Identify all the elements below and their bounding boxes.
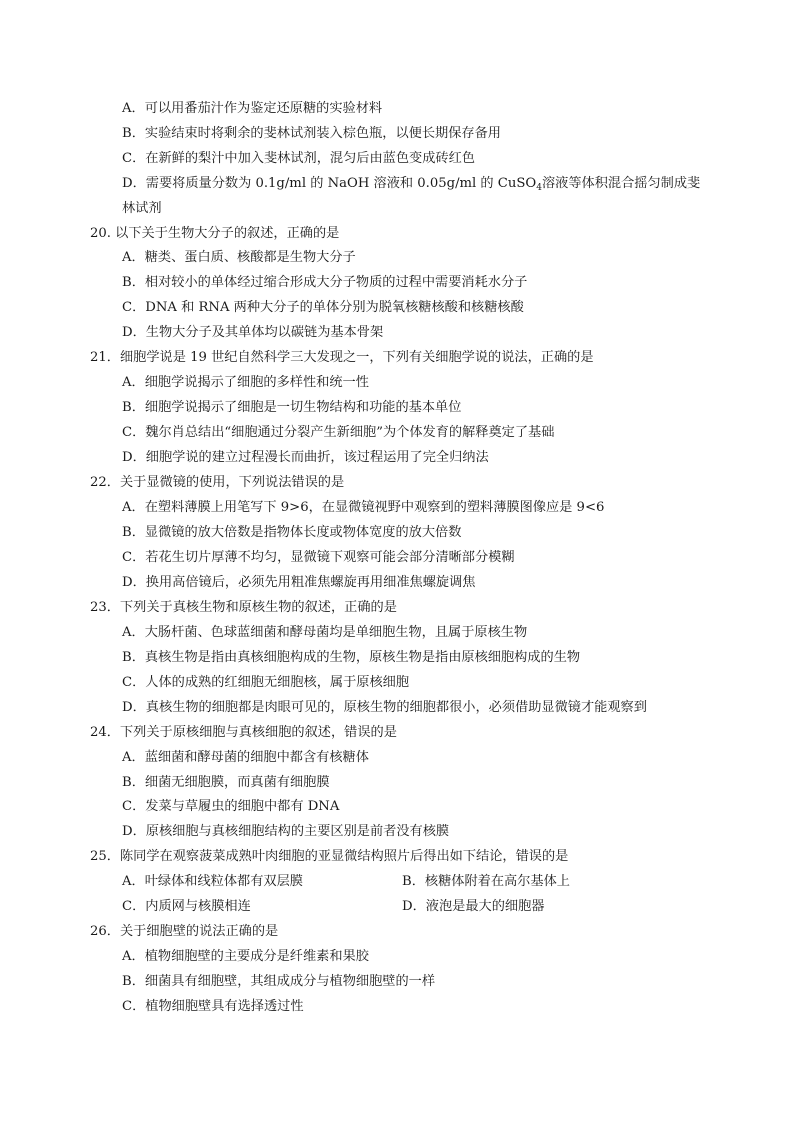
q25-option-d: D．液泡是最大的细胞器 bbox=[402, 899, 545, 914]
q26-option-b: B．细菌具有细胞壁，其组成成分与植物细胞壁的一样 bbox=[122, 974, 436, 989]
q22-option-a: A．在塑料薄膜上用笔写下 9>6，在显微镜视野中观察到的塑料薄膜图像应是 9<6 bbox=[122, 500, 605, 515]
q19-option-d-subscript: 4 bbox=[536, 183, 542, 193]
q21-option-b: B．细胞学说揭示了细胞是一切生物结构和功能的基本单位 bbox=[122, 400, 462, 415]
q23-option-c: C．人体的成熟的红细胞无细胞核，属于原核细胞 bbox=[122, 675, 410, 690]
q24-stem: 24．下列关于原核细胞与真核细胞的叙述，错误的是 bbox=[90, 725, 397, 740]
q22-option-c: C．若花生切片厚薄不均匀，显微镜下观察可能会部分清晰部分模糊 bbox=[122, 550, 515, 565]
q22-stem: 22．关于显微镜的使用，下列说法错误的是 bbox=[90, 475, 345, 490]
q20-option-d: D．生物大分子及其单体均以碳链为基本骨架 bbox=[122, 325, 384, 340]
q26-option-c: C．植物细胞壁具有选择透过性 bbox=[122, 999, 304, 1014]
q19-option-b: B．实验结束时将剩余的斐林试剂装入棕色瓶，以便长期保存备用 bbox=[122, 126, 501, 141]
q22-option-d: D．换用高倍镜后，必须先用粗准焦螺旋再用细准焦螺旋调焦 bbox=[122, 575, 476, 590]
q21-option-a: A．细胞学说揭示了细胞的多样性和统一性 bbox=[122, 375, 369, 390]
q25-stem: 25．陈同学在观察菠菜成熟叶肉细胞的亚显微结构照片后得出如下结论，错误的是 bbox=[90, 849, 569, 864]
q23-option-d: D．真核生物的细胞都是肉眼可见的，原核生物的细胞都很小，必须借助显微镜才能观察到 bbox=[122, 700, 647, 715]
q23-stem: 23．下列关于真核生物和原核生物的叙述，正确的是 bbox=[90, 600, 397, 615]
q21-option-c: C．魏尔肖总结出“细胞通过分裂产生新细胞”为个体发育的解释奠定了基础 bbox=[122, 425, 555, 440]
q20-option-b: B．相对较小的单体经过缩合形成大分子物质的过程中需要消耗水分子 bbox=[122, 275, 528, 290]
q21-stem: 21．细胞学说是 19 世纪自然科学三大发现之一，下列有关细胞学说的说法，正确的是 bbox=[90, 350, 594, 365]
q25-option-b: B．核糖体附着在高尔基体上 bbox=[402, 874, 570, 889]
q25-option-c: C．内质网与核膜相连 bbox=[122, 899, 251, 914]
q24-option-c: C．发菜与草履虫的细胞中都有 DNA bbox=[122, 799, 340, 814]
q19-option-d-continuation: 林试剂 bbox=[122, 201, 162, 216]
q20-option-a: A．糖类、蛋白质、核酸都是生物大分子 bbox=[122, 250, 356, 265]
q20-stem: 20. 以下关于生物大分子的叙述，正确的是 bbox=[90, 226, 340, 241]
q24-option-d: D．原核细胞与真核细胞结构的主要区别是前者没有核膜 bbox=[122, 824, 450, 839]
q26-option-a: A．植物细胞壁的主要成分是纤维素和果胶 bbox=[122, 949, 369, 964]
q19-option-d bbox=[122, 175, 700, 193]
q23-option-b: B．真核生物是指由真核细胞构成的生物，原核生物是指由原核细胞构成的生物 bbox=[122, 650, 581, 665]
q19-option-d-text: D．需要将质量分数为 0.1g/ml 的 NaOH 溶液和 0.05g/ml 的 CuSO bbox=[122, 176, 537, 191]
q19-option-a: A．可以用番茄汁作为鉴定还原糖的实验材料 bbox=[122, 101, 383, 116]
q22-option-b: B．显微镜的放大倍数是指物体长度或物体宽度的放大倍数 bbox=[122, 525, 462, 540]
q24-option-a: A．蓝细菌和酵母菌的细胞中都含有核糖体 bbox=[122, 750, 369, 765]
q21-option-d: D．细胞学说的建立过程漫长而曲折，该过程运用了完全归纳法 bbox=[122, 450, 489, 465]
q25-option-a: A．叶绿体和线粒体都有双层膜 bbox=[122, 874, 303, 889]
q20-option-c: C．DNA 和 RNA 两种大分子的单体分别为脱氧核糖核酸和核糖核酸 bbox=[122, 300, 524, 315]
q24-option-b: B．细菌无细胞膜，而真菌有细胞膜 bbox=[122, 775, 330, 790]
q23-option-a: A．大肠杆菌、色球蓝细菌和酵母菌均是单细胞生物，且属于原核生物 bbox=[122, 625, 528, 640]
q19-option-c: C．在新鲜的梨汁中加入斐林试剂，混匀后由蓝色变成砖红色 bbox=[122, 151, 475, 166]
q26-stem: 26．关于细胞壁的说法正确的是 bbox=[90, 924, 279, 939]
q19-option-d-text-end: 溶液等体积混合摇匀制成斐 bbox=[541, 176, 701, 191]
